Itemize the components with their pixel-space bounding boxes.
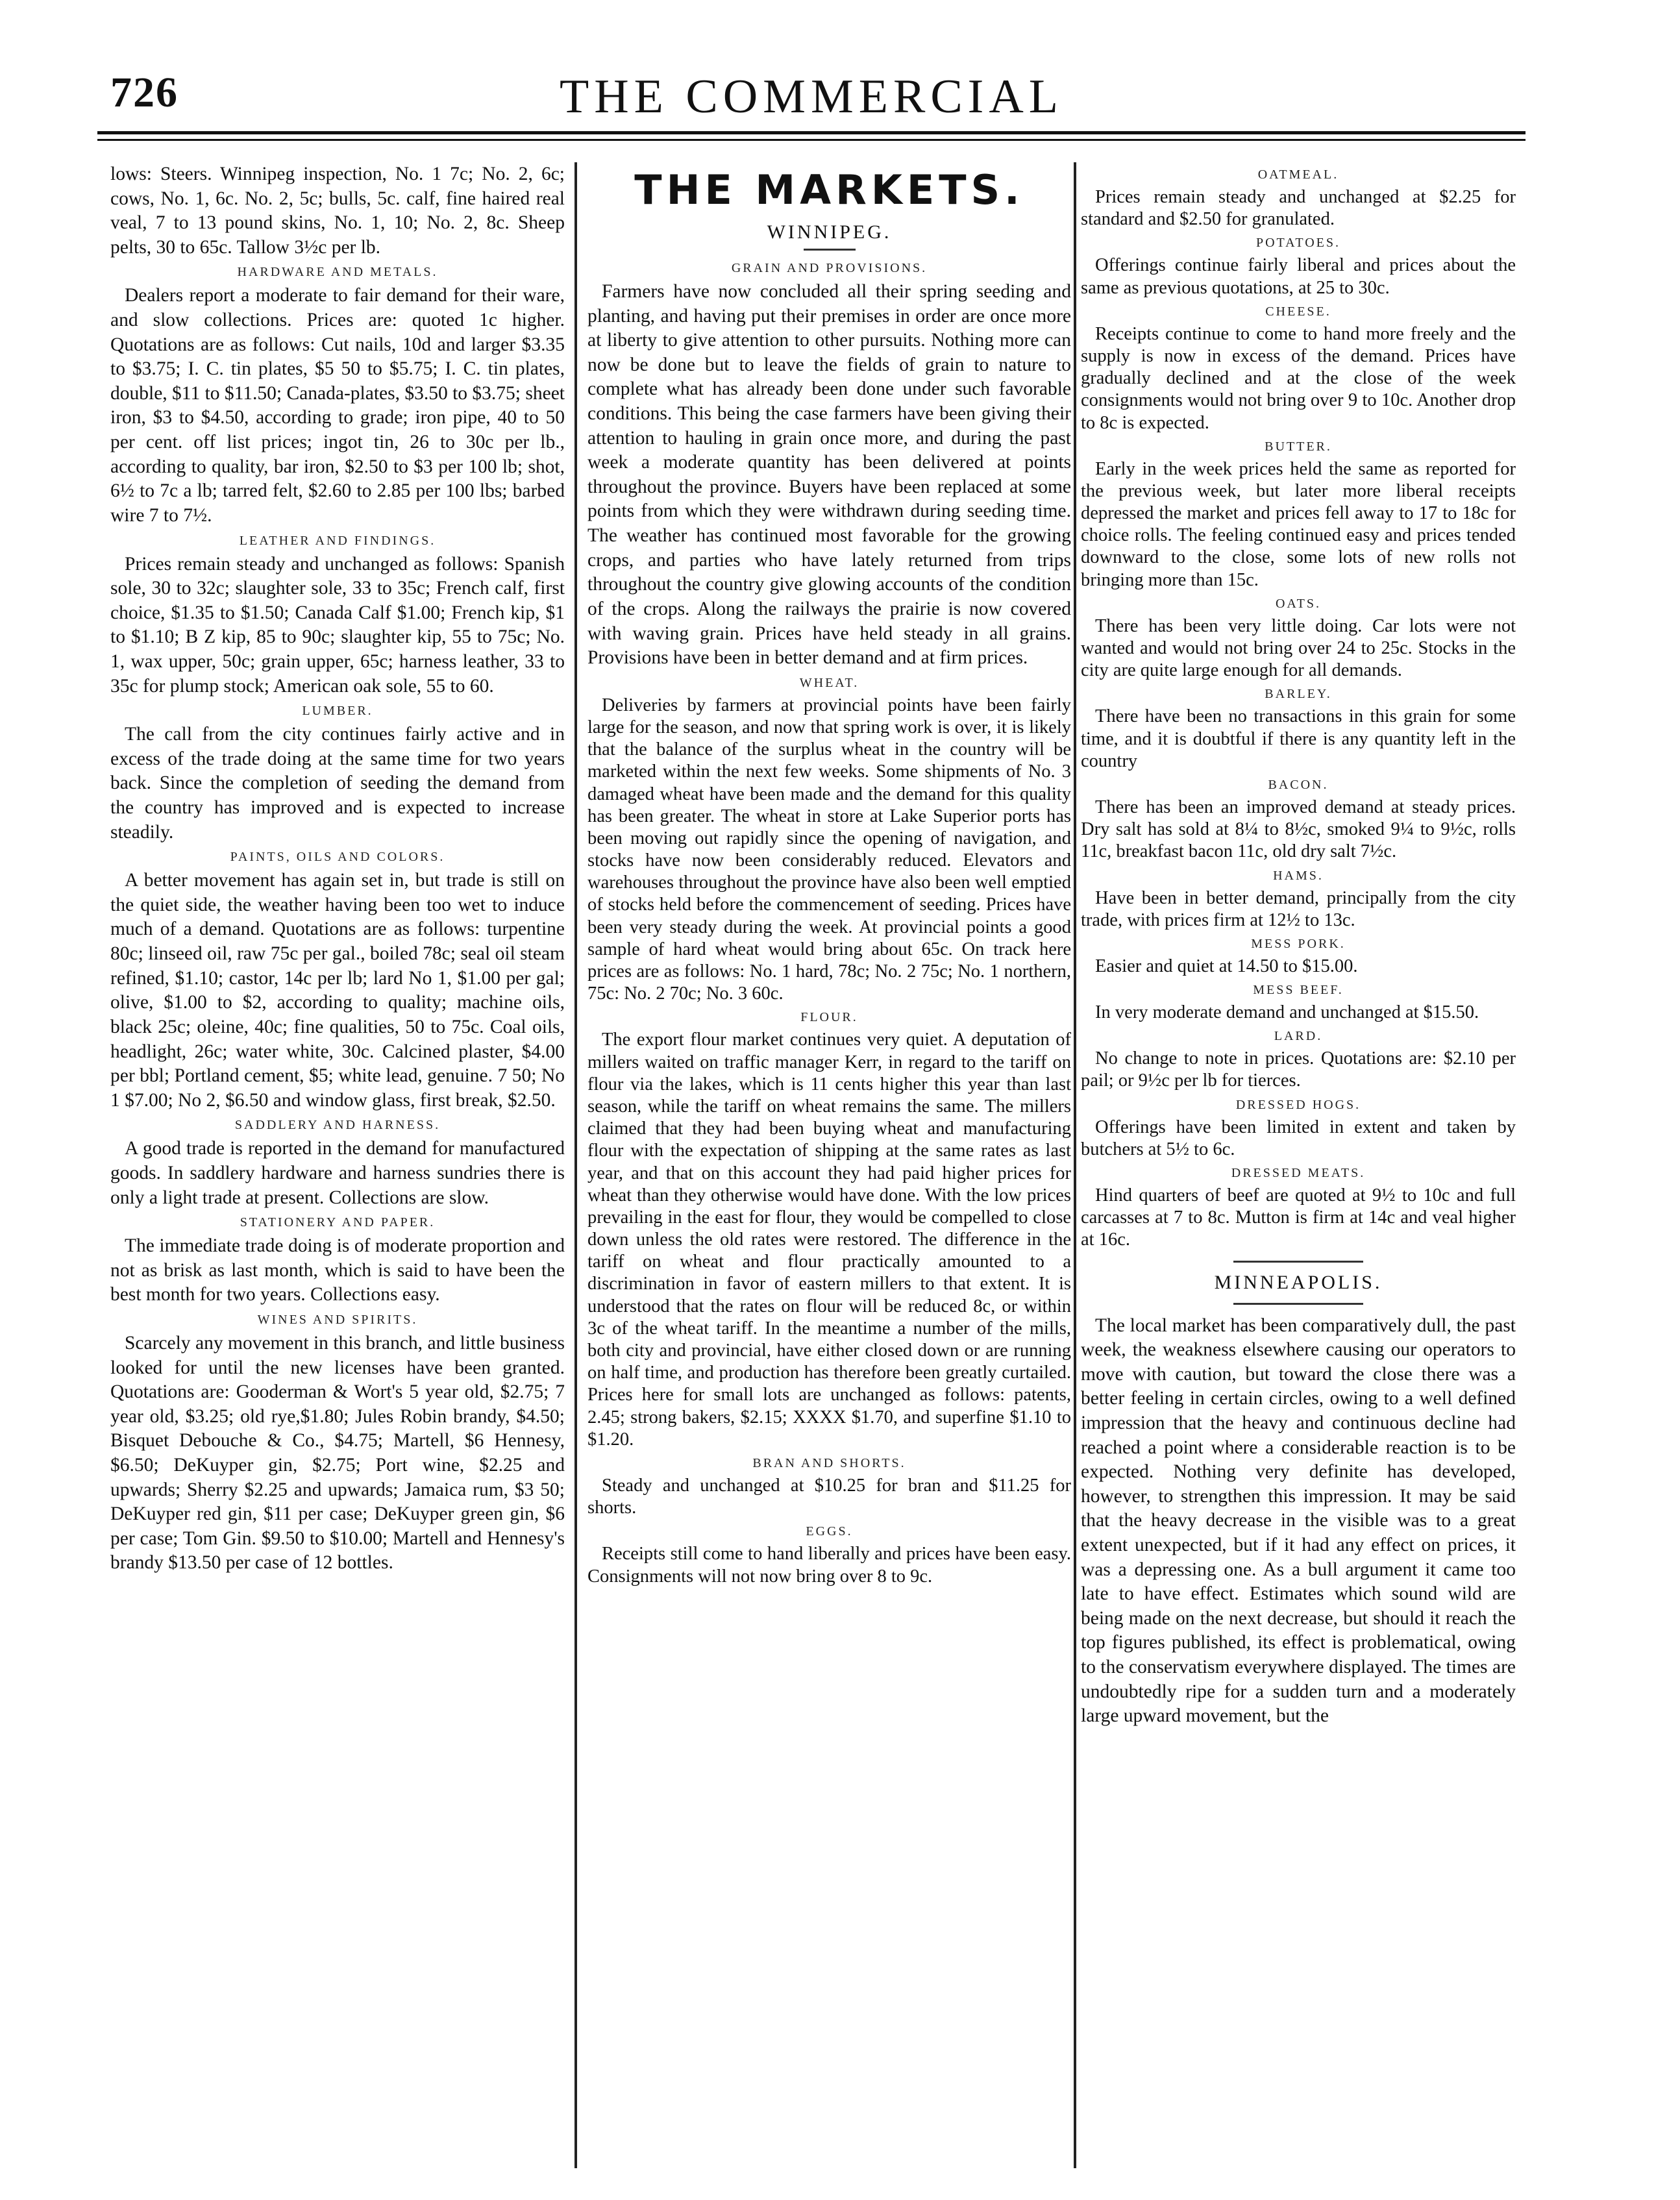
column-rule-left [574, 162, 577, 2168]
para-potatoes: Offerings continue fairly liberal and prices about the same as previous quotations, at 25 to 30c. [1081, 255, 1516, 298]
para-leather: Prices remain steady and unchanged as follows: Spanish sole, 30 to 32c; slaughter sole, 33 to 35c; French calf, first choice, $1.35 to $1.50; Canada Calf $1.00; French kip, $1 to $1.10; B Z kip, 85 to 90c; slaughter kip, 55 to 75c; No. 1, wax upper, 50c; grain upper, 65c; harness leather, 33 to 35c for plump stock; American oak sole, 55 to 60. [110, 553, 565, 697]
heading-leather: LEATHER AND FINDINGS. [239, 533, 436, 548]
column-2 [587, 162, 1071, 2168]
heading-dressed-meats: DRESSED MEATS. [1231, 1166, 1366, 1180]
para-barley: There have been no transactions in this grain for some time, and it is doubtful if there is any quantity left in the country [1081, 706, 1516, 771]
heading-hardware: HARDWARE AND METALS. [237, 265, 438, 280]
heading-bran: BRAN AND SHORTS. [752, 1455, 906, 1470]
para-oatmeal: Prices remain steady and unchanged at $2.25 for standard and $2.50 for granulated. [1081, 187, 1516, 230]
page-header [97, 68, 1526, 127]
section-rule [1233, 1303, 1363, 1305]
heading-saddlery: SADDLERY AND HARNESS. [234, 1118, 441, 1133]
header-rule-top [97, 131, 1526, 134]
para-bacon: There has been an improved demand at steady prices. Dry salt has sold at 8¼ to 8½c, smoked 9¼ to 9½c, rolls 11c, breakfast bacon 11c, old dry salt 7½c. [1081, 797, 1516, 862]
column-rule-right [1074, 162, 1076, 2168]
para-grain: Farmers have now concluded all their spring seeding and planting, and having put their premises in order are once more at liberty to give attention to other pursuits. Nothing more can now be done but to leave the fields of grain to nature to complete what has already been done under such favorable conditions. This being the case farmers have been giving their attention to hauling in grain once more, and during the past week a moderate quantity has been delivered at points throughout the province. Buyers have been replaced at some points from which they were withdrawn during seeding time. The weather has continued most favorable for the growing crops, and parties who have lately returned from trips throughout the country give glowing accounts of the condition of the crops. Along the railways the prairie is now covered with waving grain. Prices have held steady in all grains. Provisions have been in better demand and at firm prices. [587, 281, 1071, 669]
heading-eggs: EGGS. [806, 1524, 853, 1539]
heading-dressed-hogs: DRESSED HOGS. [1235, 1097, 1361, 1112]
heading-stationery: STATIONERY AND PAPER. [240, 1215, 436, 1230]
heading-wheat: WHEAT. [799, 675, 859, 690]
para-eggs: Receipts still come to hand liberally and prices have been easy. Consignments will not now bring over 8 to 9c. [587, 1544, 1071, 1587]
city-heading-winnipeg: WINNIPEG. [767, 221, 892, 243]
para-wheat: Deliveries by farmers at provincial points have been fairly large for the season, and now that spring work is over, it is likely that the balance of the surplus wheat in the country will be marketed within the next few weeks. Some shipments of No. 3 damaged wheat have been made and the demand for this quality has been greater. The wheat in store at Lake Superior ports has been moving out rapidly since the opening of navigation, and stocks have now been considerably reduced. Elevators and warehouses throughout the province have also been well emptied of stocks held before the commencement of seeding. Prices have been very steady during the week. At provincial points a good sample of hard wheat would bring about 65c. On track here prices are as follows: No. 1 hard, 78c; No. 2 75c; No. 1 northern, 75c: No. 2 70c; No. 3 60c. [587, 695, 1071, 1004]
heading-butter: BUTTER. [1265, 439, 1332, 454]
heading-lard: LARD. [1274, 1029, 1323, 1044]
para-hardware: Dealers report a moderate to fair demand for their ware, and slow collections. Prices are: quoted 1c higher. Quotations are as follows: Cut nails, 10d and larger $3.35 to $3.75; I. C. tin plates, $5 50 to $5.75; I. C. tin plates, double, $11 to $11.50; Canada-plates, $3.50 to $3.75; sheet iron, $3 to $4.50, according to grade; iron pipe, 40 to 50 per cent. off list prices; ingot tin, 26 to 30c per lb., according to quality, bar iron, $2.50 to $3 per 100 lb; shot, 6½ to 7c a lb; tarred felt, $2.60 to 2.85 per 100 lbs; barbed wire 7 to 7½. [110, 285, 565, 526]
heading-hams: HAMS. [1273, 868, 1324, 883]
journal-title: THE COMMERCIAL [560, 70, 1063, 123]
para-mess-pork: Easier and quiet at 14.50 to $15.00. [1095, 956, 1358, 976]
column-3 [1081, 162, 1516, 2168]
para-saddlery: A good trade is reported in the demand for manufactured goods. In saddlery hardware and harness sundries there is only a light trade at present. Collections are slow. [110, 1138, 565, 1208]
heading-mess-pork: MESS PORK. [1251, 936, 1346, 951]
heading-grain: GRAIN AND PROVISIONS. [731, 261, 928, 275]
para-paints: A better movement has again set in, but trade is still on the quiet side, the weather having been too wet to induce much of a demand. Quotations are as follows: turpentine 80c; linseed oil, raw 75c per gal., boiled 78c; seal oil steam refined, $1.10; castor, 14c per lb; lard No 1, $1.00 per gal; olive, $1.00 to $2, according to quality; machine oils, black 25c; oleine, 40c; fine qualities, 50 to 75c. Coal oils, headlight, 26c; water white, 30c. Calcined plaster, $4.00 per bbl; Portland cement, $5; white lead, genuine. 7 50; No 1 $7.00; No 2, $6.50 and window glass, first break, $2.50. [110, 870, 565, 1111]
heading-barley: BARLEY. [1265, 687, 1332, 702]
heading-lumber: LUMBER. [302, 704, 373, 719]
para-bran: Steady and unchanged at $10.25 for bran and $11.25 for shorts. [587, 1475, 1071, 1518]
para-butter: Early in the week prices held the same as reported for the previous week, but later more liberal receipts depressed the market and prices fell away to 17 to 18c for choice rolls. The feeling continued easy and prices tended downward to the close, some lots of new rolls not bringing more than 15c. [1081, 458, 1516, 590]
column-1 [110, 162, 565, 2168]
heading-cheese: CHEESE. [1265, 304, 1331, 319]
para-dressed-hogs: Offerings have been limited in extent and taken by butchers at 5½ to 6c. [1081, 1117, 1516, 1159]
markets-title: THE MARKETS. [634, 166, 1024, 214]
para-hams: Have been in better demand, principally from the city trade, with prices firm at 12½ to 13c. [1081, 887, 1516, 930]
heading-oats: OATS. [1275, 596, 1321, 611]
para-oats: There has been very little doing. Car lots were not wanted and would not bring over 24 to 25c. Stocks in the city are quite large enough for all demands. [1081, 615, 1516, 681]
para-mess-beef: In very moderate demand and unchanged at $15.50. [1095, 1002, 1479, 1023]
para-cheese: Receipts continue to come to hand more freely and the supply is now in excess of the demand. Prices have gradually declined and at the close of the week consignments would not bring over 9 to 10c. Another drop to 8c is expected. [1081, 323, 1516, 433]
heading-paints: PAINTS, OILS AND COLORS. [230, 850, 445, 865]
heading-potatoes: POTATOES. [1255, 236, 1341, 251]
heading-flour: FLOUR. [800, 1010, 858, 1025]
city-heading-minneapolis: MINNEAPOLIS. [1214, 1271, 1383, 1293]
heading-mess-beef: MESS BEEF. [1253, 983, 1344, 998]
page-number: 726 [110, 69, 179, 116]
para-stationery: The immediate trade doing is of moderate proportion and not as brisk as last month, which is said to have been the best month for two years. Collections easy. [110, 1235, 565, 1305]
section-rule [804, 249, 856, 251]
hides-continued: lows: Steers. Winnipeg inspection, No. 1 7c; No. 2, 6c; cows, No. 1, 6c. No. 2, 5c; bulls, 5c. calf, fine haired real veal, 7 to 13 pound skins, No. 1, 10; No. 2, 8c. Sheep pelts, 30 to 65c. Tallow 3½c per lb. [110, 164, 565, 258]
para-lard: No change to note in prices. Quotations are: $2.10 per pail; or 9½c per lb for tierces. [1081, 1048, 1516, 1091]
header-rule-bottom [97, 139, 1526, 141]
para-wines: Scarcely any movement in this branch, and little business looked for until the new licenses have been granted. Quotations are: Gooderman & Wort's 5 year old, $2.75; 7 year old, $3.25; old rye,$1.80; Jules Robin brandy, $4.50; Bisquet Debouche & Co., $4.75; Martell, $6 Hennesy, $6.50; DeKuyper gin, $2.75; Port wine, $2.25 and upwards; Sherry $2.25 and upwards; Jamaica rum, $3 50; DeKuyper red gin, $11 per case; DeKuyper green gin, $6 per case; Tom Gin. $9.50 to $10.00; Martell and Hennesy's brandy $13.50 per case of 12 bottles. [110, 1332, 565, 1574]
para-minneapolis: The local market has been comparatively dull, the past week, the weakness elsewhere causing our operators to move with caution, but toward the close there was a better feeling in certain circles, owing to a well defined impression that the heavy and continuous decline had reached a point where a considerable reaction is to be expected. Nothing very definite has developed, however, to strengthen this impression. It may be said that the heavy decrease in the visible was to a great extent unexpected, but if it had any effect on prices, it was a depressing one. As a bull argument it came too late to have effect. Estimates which sound wild are being made on the next decrease, but should it reach the top figures published, its effect is problematical, owing to the conservatism everywhere displayed. The times are undoubtedly ripe for a sudden turn and a moderately large upward movement, but the [1081, 1315, 1516, 1727]
section-rule [1233, 1261, 1363, 1263]
heading-oatmeal: OATMEAL. [1257, 167, 1339, 182]
para-flour: The export flour market continues very quiet. A deputation of millers waited on traffic manager Kerr, in regard to the tariff on flour via the lakes, which is 11 cents higher this year than last season, while the tariff on wheat remains the same. The millers claimed that they had been buying wheat and manufacturing flour with the expectation of shipping at the same rates as last year, and that on this account they had paid higher prices for wheat than they otherwise would have done. With the low prices prevailing in the east for flour, they would be compelled to close down unless the old rates were restored. The difference in the tariff on wheat and flour practically amounted to a discrimination in favor of eastern millers to that extent. It is understood that the rates on flour will be reduced 8c, or within 3c of the wheat tariff. In the meantime a number of the mills, both city and provincial, have either closed down or are running on half time, and production has therefore been greatly curtailed. Prices here for small lots are unchanged as follows: patents, 2.45; strong bakers, $2.15; XXXX $1.70, and superfine $1.10 to $1.20. [587, 1030, 1071, 1450]
heading-bacon: BACON. [1268, 777, 1329, 792]
heading-wines: WINES AND SPIRITS. [257, 1312, 418, 1327]
para-lumber: The call from the city continues fairly active and in excess of the trade doing at the same time for two years back. Since the completion of seeding the demand from the country has improved and is expected to increase steadily. [110, 724, 565, 843]
para-dressed-meats: Hind quarters of beef are quoted at 9½ to 10c and full carcasses at 7 to 8c. Mutton is firm at 14c and veal higher at 16c. [1081, 1185, 1516, 1250]
